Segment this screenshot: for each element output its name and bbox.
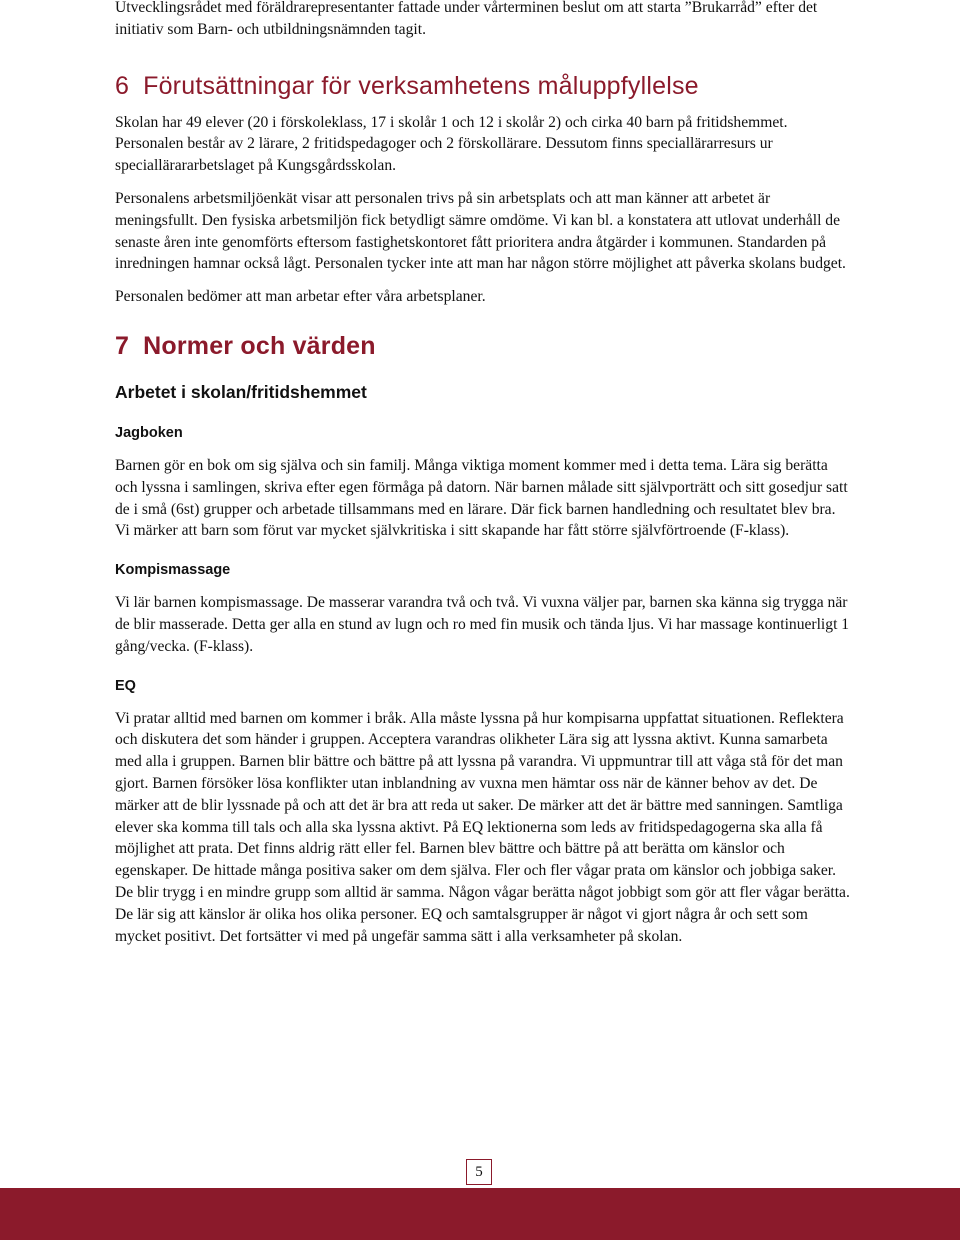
kompismassage-heading: Kompismassage xyxy=(115,562,231,579)
section-6-paragraph-1: Skolan har 49 elever (20 i förskoleklass, 17 i skolår 1 och 12 i skolår 2) och cirka 40 barn på fritidshemmet. Personalen består av 2 lärare, 2 fritidspedagoger och 2 förskollärare. Dessutom finns speciallärarresurs ur speciallärararbetslaget på Kungsgårdsskolan. xyxy=(115,113,788,175)
kompismassage-paragraph: Vi lär barnen kompismassage. De masserar varandra två och två. Vi vuxna väljer par, barnen ska känna sig trygga när de blir masserade. Detta ger alla en stund av lugn och ro med fin musik och tända ljus. Vi har massage kontinuerligt 1 gång/vecka. (F-klass). xyxy=(115,594,850,655)
jagboken-heading: Jagboken xyxy=(115,424,183,441)
eq-heading: EQ xyxy=(115,677,136,694)
section-6-paragraph-2: Personalens arbetsmiljöenkät visar att personalen trivs på sin arbetsplats och att man känner att arbetet är meningsfullt. Den fysiska arbetsmiljön fick betydligt sämre omdöme. Vi kan bl. a konstatera att utlovat underhåll de senaste åren inte genomförts eftersom fastighetskontoret fått prioritera andra åtgärder i kommunen. Standarden på inredningen hamnar också lågt. Personalen tycker inte att man har någon större möjlighet att påverka skolans budget. xyxy=(115,189,846,273)
section-7-title: Normer och värden xyxy=(143,331,376,360)
section-7-subtitle: Arbetet i skolan/fritidshemmet xyxy=(115,381,367,402)
section-6-heading xyxy=(115,71,850,101)
document-page xyxy=(115,0,850,947)
section-6-number: 6 xyxy=(115,71,130,100)
intro-paragraph: Utvecklingsrådet med föräldrarepresentanter fattade under vårterminen beslut om att starta ”Brukarråd” efter det initiativ som Barn- och utbildningsnämnden tagit. xyxy=(115,0,818,38)
section-7-number: 7 xyxy=(115,331,130,360)
footer-bar xyxy=(0,1188,960,1240)
page-number: 5 xyxy=(466,1159,492,1185)
section-6-paragraph-3: Personalen bedömer att man arbetar efter våra arbetsplaner. xyxy=(115,288,486,306)
jagboken-paragraph: Barnen gör en bok om sig själva och sin familj. Många viktiga moment kommer med i detta tema. Lära sig berätta och lyssna i samlingen, skriva efter egen förmåga på datorn. När barnen målade sitt självporträtt och sitt gosedjur satt de i små (6st) grupper och arbetade tillsammans med en lärare. Där fick barnen handledning och resultatet blev bra. Vi märker att barn som förut var mycket självkritiska i sitt skapande har fått större självförtroende (F-klass). xyxy=(115,456,848,540)
section-7-heading xyxy=(115,331,850,361)
eq-paragraph: Vi pratar alltid med barnen om kommer i bråk. Alla måste lyssna på hur kompisarna uppfattat situationen. Reflektera och diskutera det som händer i gruppen. Acceptera varandras olikheter Lära sig att lyssna aktivt. Kunna samarbeta med alla i gruppen. Barnen blir bättre och bättre på att lyssna på varandra. Vi uppmuntrar till att våga stå för det man gjort. Barnen försöker lösa konflikter utan inblandning av vuxna men hämtar oss när de känner behov av det. De märker att de blir lyssnade på och att det är bra att reda ut saker. De märker att det är bättre med sanningen. Samtliga elever ska komma till tals och alla ska lyssna aktivt. På EQ lektionerna som leds av fritidspedagogerna ska alla få möjlighet att prata. Det finns aldrig rätt eller fel. Barnen blev bättre och bättre på att berätta om känslor och egenskaper. De hittade många positiva saker om dem själva. Fler och fler vågar prata om känslor och jobbiga saker. De blir trygg i en mindre grupp som alltid är samma. Någon vågar berätta något jobbigt som gör att fler vågar berätta. De lär sig att känslor är olika hos olika personer. EQ och samtalsgrupper är något vi gjort några år och sett som mycket positivt. Det fortsätter vi med på ungefär samma sätt i alla verksamheter på skolan. xyxy=(115,709,850,945)
section-6-title: Förutsättningar för verksamhetens måluppfyllelse xyxy=(143,71,699,100)
